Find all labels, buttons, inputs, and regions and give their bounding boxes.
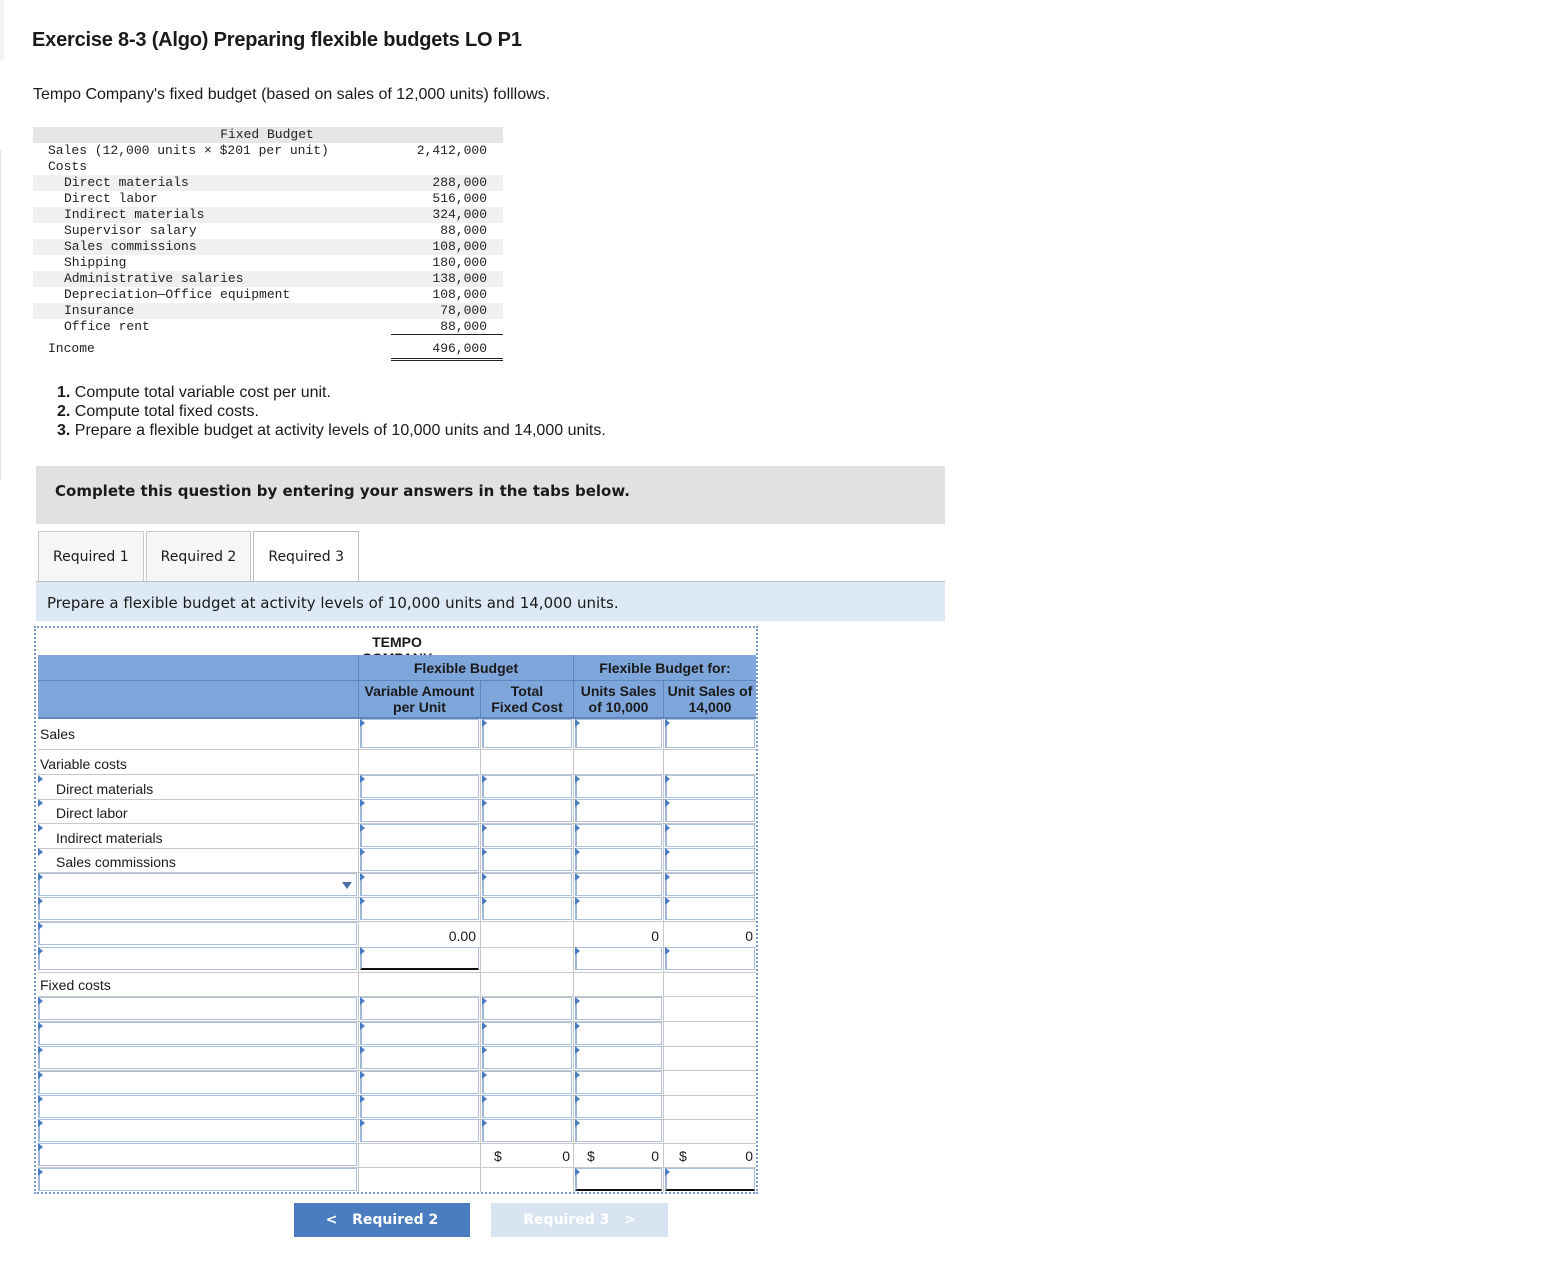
tab-required-1[interactable]: Required 1 <box>38 531 144 581</box>
sales-label: Sales <box>40 726 76 742</box>
col-sales-14000: Unit Sales of 14,000 <box>667 683 753 715</box>
variable-per-unit-input[interactable] <box>360 897 479 920</box>
fb-cost-label: Direct materials <box>33 175 391 191</box>
question-item: 3. Prepare a flexible budget at activity levels of 10,000 units and 14,000 units. <box>57 422 606 439</box>
fb-cost-value: 88,000 <box>391 319 503 335</box>
variable-14k-input[interactable] <box>665 848 755 871</box>
page-edge <box>0 0 4 60</box>
fb-cost-value: 288,000 <box>391 175 503 191</box>
variable-10k-input[interactable] <box>575 897 662 920</box>
variable-fixed-input[interactable] <box>482 824 572 847</box>
fb-sales-value: 2,412,000 <box>416 143 487 158</box>
fixed-item-input[interactable] <box>38 1071 357 1094</box>
fb-cost-value: 180,000 <box>432 255 487 270</box>
variable-10k-input[interactable] <box>575 775 662 798</box>
variable-item-input[interactable] <box>38 873 357 896</box>
total-10k-value: 0 <box>651 1148 659 1164</box>
variable-per-unit-input[interactable] <box>360 824 479 847</box>
prev-required-button[interactable]: < Required 2 <box>294 1203 470 1237</box>
fixed-cost-input[interactable] <box>482 1046 572 1069</box>
fixed-cost-input[interactable] <box>482 1095 572 1118</box>
fb-costs-label: Costs <box>48 159 88 174</box>
fixed-per-unit-input[interactable] <box>360 1095 479 1118</box>
fixed-per-unit-input[interactable] <box>360 1046 479 1069</box>
variable-total-14k: 0 <box>745 928 753 944</box>
total-label-input[interactable] <box>38 1143 357 1166</box>
fixed-costs-label: Fixed costs <box>40 977 111 993</box>
fb-income-value: 496,000 <box>391 341 503 361</box>
variable-14k-input[interactable] <box>665 897 755 920</box>
chevron-down-icon[interactable] <box>342 882 352 889</box>
income-14k-input[interactable] <box>665 1168 755 1191</box>
fb-income-label: Income <box>48 341 95 356</box>
sales-10k-input[interactable] <box>575 719 662 748</box>
variable-fixed-input[interactable] <box>482 873 572 896</box>
variable-per-unit-input[interactable] <box>360 775 479 798</box>
exercise-title: Exercise 8-3 (Algo) Preparing flexible budgets LO P1 <box>32 29 522 51</box>
fixed-10k-input[interactable] <box>575 1119 662 1142</box>
chevron-right-icon: > <box>624 1212 636 1228</box>
intro-text: Tempo Company's fixed budget (based on sales of 12,000 units) folllows. <box>33 86 551 103</box>
fixed-item-input[interactable] <box>38 997 357 1020</box>
variable-total-per-unit: 0.00 <box>448 928 476 944</box>
fb-cost-value: 138,000 <box>391 271 503 287</box>
variable-10k-input[interactable] <box>575 873 662 896</box>
fixed-10k-input[interactable] <box>575 1046 662 1069</box>
tab-required-3[interactable]: Required 3 <box>253 531 359 582</box>
variable-row-marker <box>38 775 357 798</box>
fixed-cost-input[interactable] <box>482 1071 572 1094</box>
col-sales-10000: Units Sales of 10,000 <box>580 683 657 715</box>
currency-symbol: $ <box>587 1148 595 1164</box>
currency-symbol: $ <box>494 1148 502 1164</box>
fixed-10k-input[interactable] <box>575 1022 662 1045</box>
variable-fixed-input[interactable] <box>482 848 572 871</box>
fixed-budget-table <box>33 127 503 361</box>
chevron-left-icon: < <box>325 1212 338 1228</box>
flexible-budget-for-header: Flexible Budget for: <box>599 660 731 676</box>
contribution-14k-input[interactable] <box>665 947 755 970</box>
next-required-button[interactable]: Required 3 > <box>491 1203 668 1237</box>
fixed-item-input[interactable] <box>38 1046 357 1069</box>
variable-item-input[interactable] <box>38 897 357 920</box>
total-14k-value: 0 <box>745 1148 753 1164</box>
row-divider <box>38 972 756 973</box>
fixed-cost-input[interactable] <box>482 1119 572 1142</box>
variable-row-marker <box>38 799 357 822</box>
contribution-label-input[interactable] <box>38 947 357 970</box>
fixed-per-unit-input[interactable] <box>360 1119 479 1142</box>
fb-cost-label: Shipping <box>64 255 127 270</box>
fb-sales-label: Sales (12,000 units × $201 per unit) <box>48 143 329 158</box>
fb-cost-label: Administrative salaries <box>33 271 391 287</box>
fb-cost-value: 108,000 <box>432 287 487 302</box>
variable-row-marker <box>38 824 357 847</box>
fixed-per-unit-input[interactable] <box>360 1022 479 1045</box>
fixed-cost-input[interactable] <box>482 1022 572 1045</box>
instruction-bar: Prepare a flexible budget at activity levels of 10,000 units and 14,000 units. <box>36 582 945 621</box>
fixed-budget-header: Fixed Budget <box>33 127 391 143</box>
variable-item-label: Sales commissions <box>56 854 176 870</box>
page-edge-rule <box>0 150 1 480</box>
fixed-item-input[interactable] <box>38 1119 357 1142</box>
variable-total-label-input[interactable] <box>38 922 357 945</box>
tab-bar <box>38 531 361 582</box>
variable-10k-input[interactable] <box>575 799 662 822</box>
variable-10k-input[interactable] <box>575 848 662 871</box>
currency-symbol: $ <box>679 1148 687 1164</box>
question-item: 2. Compute total fixed costs. <box>57 403 259 420</box>
variable-per-unit-input[interactable] <box>360 848 479 871</box>
variable-14k-input[interactable] <box>665 873 755 896</box>
variable-14k-input[interactable] <box>665 799 755 822</box>
sales-14k-input[interactable] <box>665 719 755 748</box>
variable-14k-input[interactable] <box>665 824 755 847</box>
sales-per-unit-input[interactable] <box>360 719 479 748</box>
fixed-10k-input[interactable] <box>575 997 662 1020</box>
variable-row-marker <box>38 848 357 871</box>
flexible-budget-grid <box>34 626 758 1194</box>
fb-cost-label: Insurance <box>33 303 391 319</box>
fb-cost-value: 88,000 <box>440 223 487 238</box>
question-item: 1. Compute total variable cost per unit. <box>57 384 331 401</box>
sales-fixed-input[interactable] <box>482 719 572 748</box>
variable-fixed-input[interactable] <box>482 775 572 798</box>
fixed-10k-input[interactable] <box>575 1095 662 1118</box>
fixed-per-unit-input[interactable] <box>360 997 479 1020</box>
fb-cost-value: 324,000 <box>391 207 503 223</box>
variable-total-10k: 0 <box>651 928 659 944</box>
variable-per-unit-input[interactable] <box>360 873 479 896</box>
company-title: TEMPO <box>372 634 422 650</box>
variable-item-label: Indirect materials <box>56 830 163 846</box>
fb-cost-value: 108,000 <box>391 239 503 255</box>
income-10k-input[interactable] <box>575 1168 662 1191</box>
fb-cost-label: Office rent <box>64 319 150 334</box>
variable-10k-input[interactable] <box>575 824 662 847</box>
col-total-fixed-cost: Total Fixed Cost <box>491 683 563 715</box>
fixed-cost-input[interactable] <box>482 997 572 1020</box>
fb-cost-label: Direct labor <box>64 191 158 206</box>
variable-per-unit-input[interactable] <box>360 799 479 822</box>
variable-item-label: Direct materials <box>56 781 154 797</box>
complete-banner: Complete this question by entering your answers in the tabs below. <box>36 466 945 524</box>
fixed-10k-input[interactable] <box>575 1071 662 1094</box>
fb-cost-label: Supervisor salary <box>64 223 197 238</box>
fixed-per-unit-input[interactable] <box>360 1071 479 1094</box>
variable-fixed-input[interactable] <box>482 799 572 822</box>
tab-required-2[interactable]: Required 2 <box>146 531 252 581</box>
contribution-10k-input[interactable] <box>575 947 662 970</box>
question-list <box>57 383 606 440</box>
col-variable-per-unit: Variable Amount per Unit <box>364 683 475 715</box>
flexible-budget-header: Flexible Budget <box>413 660 519 676</box>
income-label-input[interactable] <box>38 1168 357 1191</box>
variable-item-label: Direct labor <box>56 805 128 821</box>
contribution-per-unit-input[interactable] <box>360 947 479 970</box>
fb-cost-label: Depreciation—Office equipment <box>64 287 291 302</box>
variable-costs-label: Variable costs <box>40 756 127 772</box>
fixed-item-input[interactable] <box>38 1095 357 1118</box>
fixed-total-value: 0 <box>562 1148 570 1164</box>
fb-cost-value: 516,000 <box>432 191 487 206</box>
fixed-item-input[interactable] <box>38 1022 357 1045</box>
fb-cost-label: Sales commissions <box>33 239 391 255</box>
variable-fixed-input[interactable] <box>482 897 572 920</box>
fb-cost-label: Indirect materials <box>33 207 391 223</box>
variable-14k-input[interactable] <box>665 775 755 798</box>
fb-cost-value: 78,000 <box>391 303 503 319</box>
